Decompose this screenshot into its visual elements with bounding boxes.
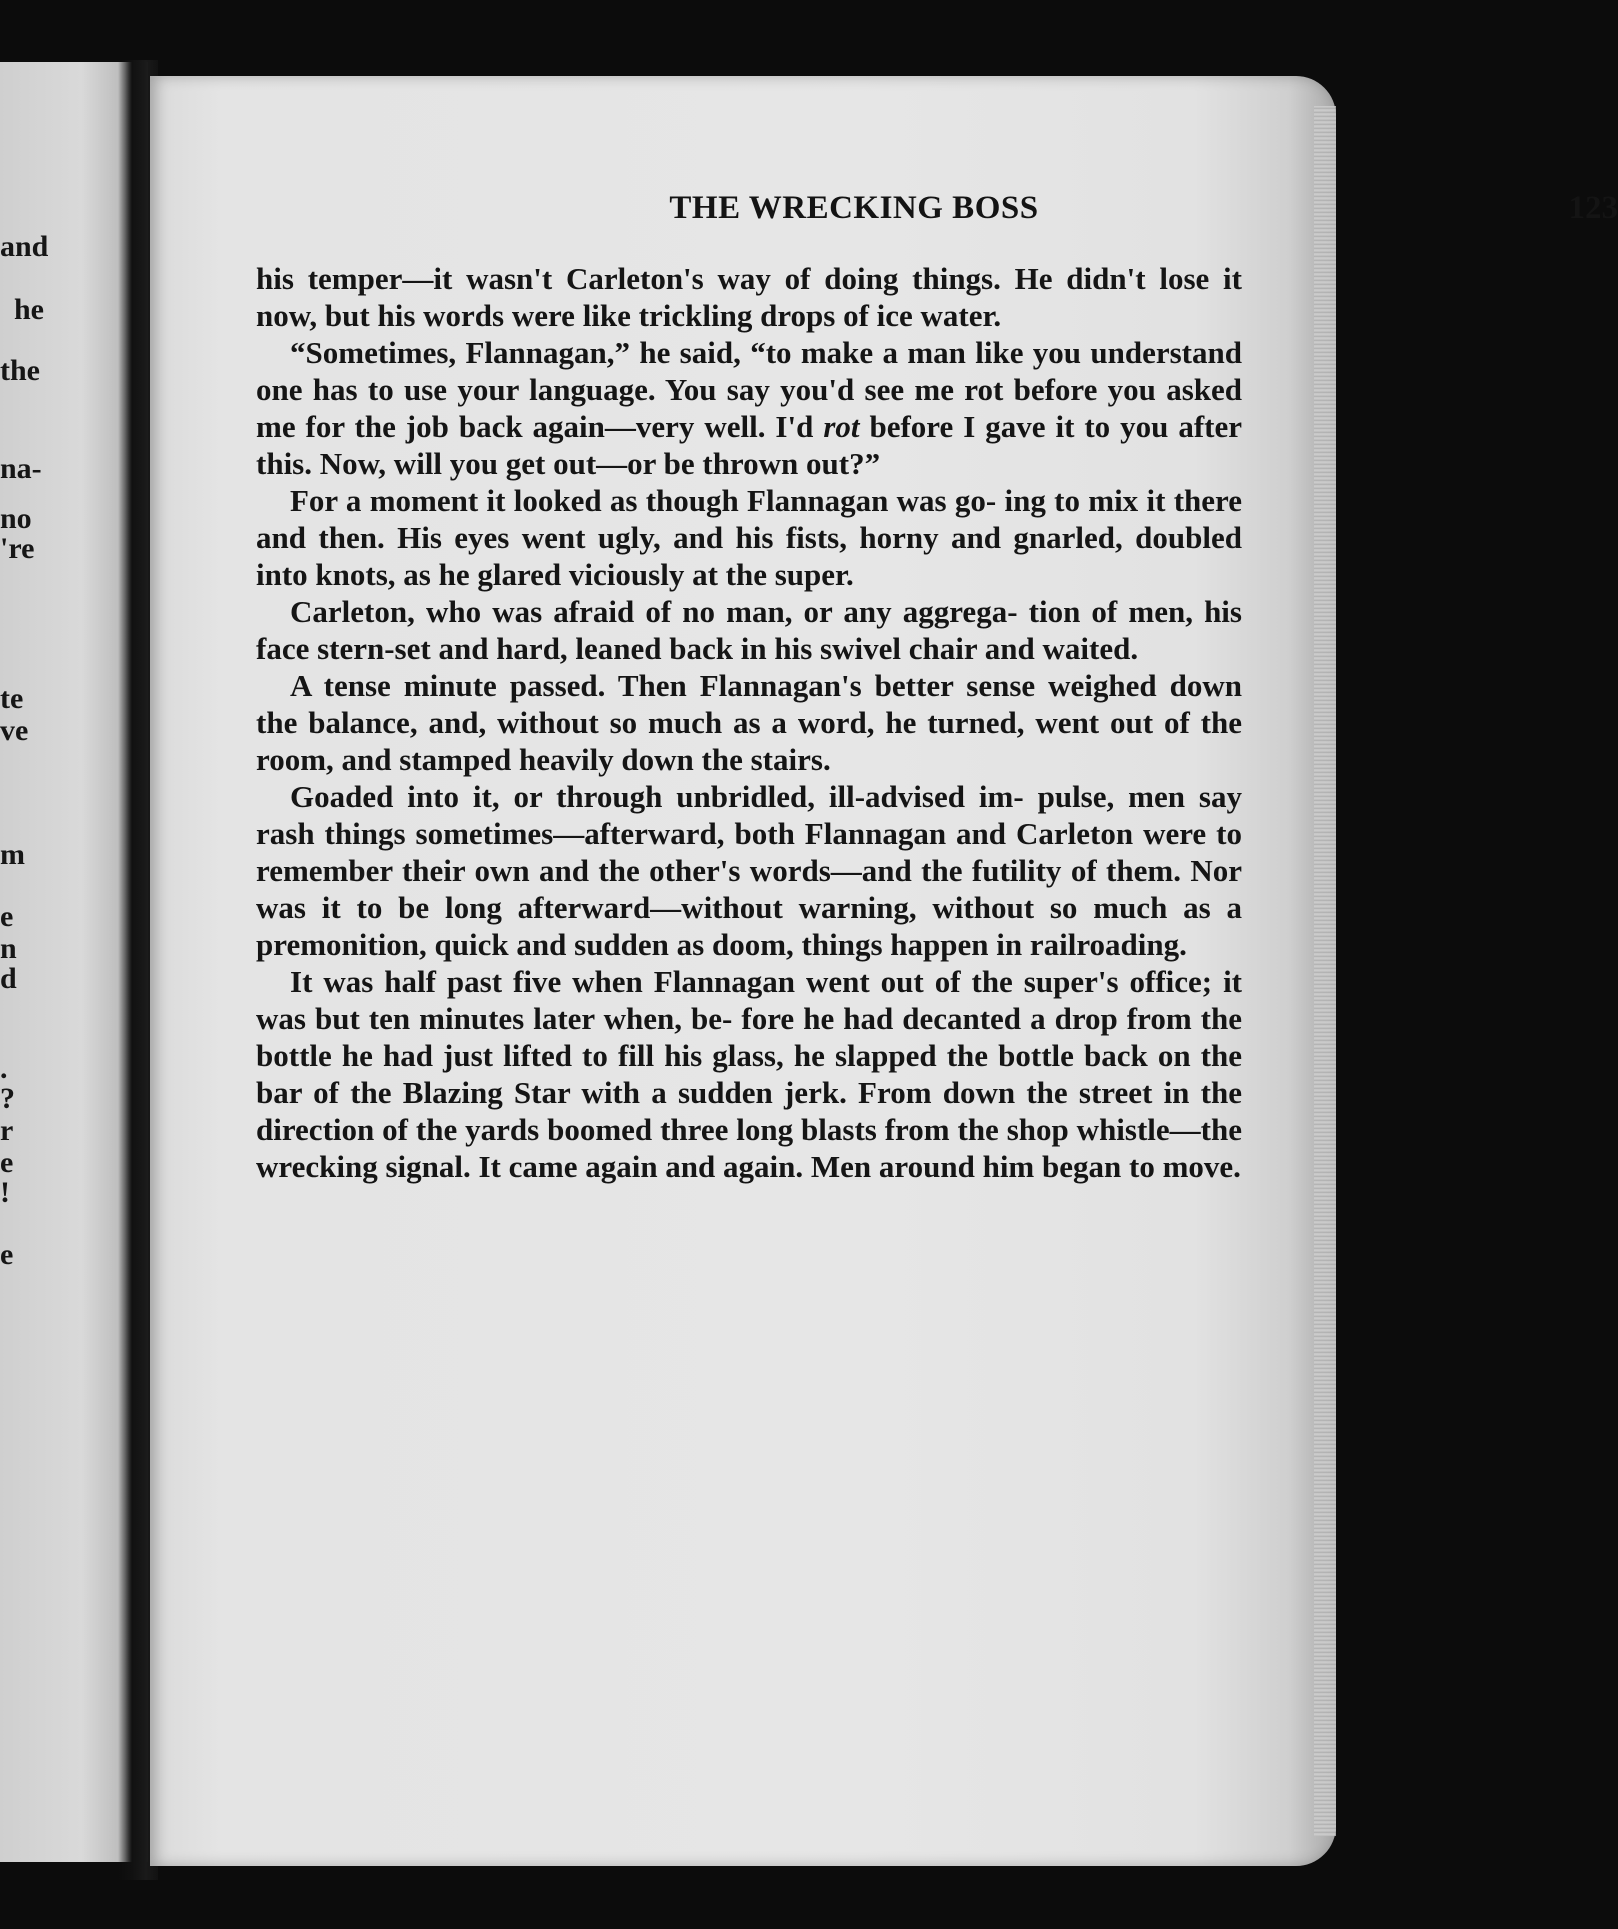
paragraph: his temper—it wasn't Carleton's way of doing things. He didn't lose it now, but his words were like trickling drops of ice water.	[256, 261, 1242, 333]
paragraph: Goaded into it, or through unbridled, ill-advised im- pulse, men say rash things sometimes—afterward, both Flannagan and Carleton were to remember their own and the other's words—and the futility of them. Nor was it to be long afterward—without warning, without so much as a premonition, quick and sudden as doom, things happen in railroading.	[256, 779, 1242, 962]
facing-fragment: !	[0, 1176, 10, 1209]
paragraph-text: “Sometimes, Flannagan,” he said, “to make a man like you understand one has to use your language. You say you'd see me rot before you asked me for the job back again—very well. I'd	[256, 335, 1242, 444]
paragraph: Carleton, who was afraid of no man, or any aggrega- tion of men, his face stern-set and hard, leaned back in his swivel chair and waited.	[256, 594, 1242, 666]
facing-fragment: e	[0, 1146, 14, 1179]
running-head-title: THE WRECKING BOSS	[669, 190, 1039, 226]
paragraph: A tense minute passed. Then Flannagan's better sense weighed down the balance, and, without so much as a word, he turned, went out of the room, and stamped heavily down the stairs.	[256, 668, 1242, 777]
facing-fragment: no	[0, 502, 32, 535]
facing-fragment: e	[0, 1238, 14, 1271]
facing-fragment: d	[0, 962, 17, 995]
facing-fragment: .	[0, 1052, 8, 1085]
facing-fragment: n	[0, 932, 17, 965]
paragraph: It was half past five when Flannagan went out of the super's office; it was but ten minutes later when, be- fore he had decanted a drop from the bottle he had just lifted to fill his glass, he slapped the bottle back on the bar of the Blazing Star with a sudden jerk. From down the street in the direction of the yards boomed three long blasts from the shop whistle—the wrecking signal. It came again and again. Men around him began to move.	[256, 964, 1242, 1184]
facing-fragment: e	[0, 900, 14, 933]
facing-fragment: na-	[0, 452, 42, 485]
body-text	[256, 260, 1242, 1185]
facing-fragment: r	[0, 1114, 14, 1147]
facing-fragment: he	[14, 293, 44, 326]
facing-fragment: ve	[0, 714, 29, 747]
page-number: 123	[1568, 190, 1618, 226]
page-edge	[1314, 106, 1336, 1836]
running-head	[362, 190, 1618, 236]
italic-word: rot	[823, 409, 860, 444]
facing-fragment: and	[0, 230, 49, 263]
paragraph: For a moment it looked as though Flannagan was go- ing to mix it there and then. His eyes went ugly, and his fists, horny and gnarled, doubled into knots, as he glared viciously at the super.	[256, 483, 1242, 592]
facing-fragment: the	[0, 354, 40, 387]
facing-fragment: 're	[0, 532, 35, 565]
paragraph-text: before I gave it to you after this. Now, will you get out—or be thrown out?”	[256, 409, 1242, 481]
paragraph	[256, 334, 1242, 482]
facing-fragment: m	[0, 838, 25, 871]
facing-fragment: te	[0, 682, 24, 715]
facing-fragment: ?	[0, 1082, 15, 1115]
